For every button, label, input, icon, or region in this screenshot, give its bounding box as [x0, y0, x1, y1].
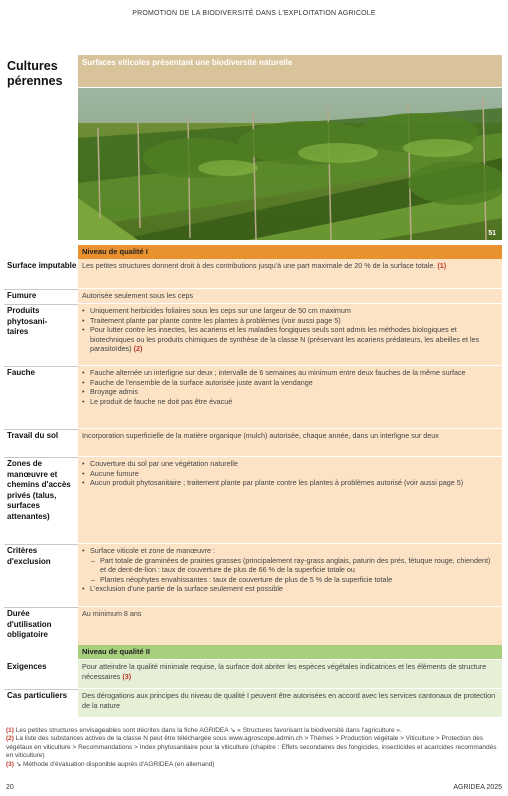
- quality-level-2-bar: [78, 645, 502, 659]
- row-fauche: [4, 366, 502, 428]
- sub-list-item: – Plantes néophytes envahissantes : taux de couverture de plus de 5 % de la superficie totale: [82, 575, 498, 585]
- quality-level-2-label: Niveau de qualité II: [82, 647, 150, 656]
- row-label: Fumure: [7, 291, 37, 300]
- row-duree-utilisation: [4, 607, 502, 645]
- footnotes: [6, 727, 502, 769]
- list-item: • Couverture du sol par une végétation naturelle: [82, 459, 498, 469]
- page-header: PROMOTION DE LA BIODIVERSITÉ DANS L'EXPLOITATION AGRICOLE: [132, 10, 376, 17]
- list-item-text: Pour lutter contre les insectes, les acariens et les maladies fongiques seuls sont admis les méthodes biologiques et biotechniques ou les produits chimiques de synthèse de la classe N (préservant les acariens prédateurs, les abeilles et les parasitoïdes): [90, 325, 480, 354]
- row-text: Au minimum 8 ans: [82, 609, 142, 618]
- row-content: [78, 660, 502, 688]
- row-criteres-exclusion: [4, 544, 502, 606]
- list-item: • Uniquement herbicides foliaires sous les ceps sur une largeur de 50 cm maximum: [82, 306, 498, 316]
- row-produits-phytosanitaires: [4, 304, 502, 365]
- list-item: [82, 325, 498, 354]
- row-fumure: [4, 289, 502, 303]
- row-label: Cas particuliers: [7, 691, 68, 700]
- row-content: [78, 457, 502, 543]
- section-title: Cultures pérennes: [7, 59, 63, 88]
- row-label: Durée d'utilisation obligatoire: [7, 609, 52, 639]
- list-item: • Fauche alternée un interligne sur deux ; intervalle de 6 semaines au minimum entre deux fauches de la même surface: [82, 368, 498, 378]
- row-content: [78, 366, 502, 428]
- row-content: [78, 544, 502, 606]
- list-item: • Broyage admis: [82, 387, 498, 397]
- footnote-number: (1): [6, 727, 14, 734]
- list-item: • Surface viticole et zone de manœuvre :: [82, 546, 498, 556]
- row-label: Exigences: [7, 662, 47, 671]
- row-text: Incorporation superficielle de la matière organique (mulch) autorisée, chaque année, dans un interligne sur deux: [82, 431, 439, 440]
- row-zones-de-manoeuvre: [4, 457, 502, 543]
- band-title: Surfaces viticoles présentant une biodiversité naturelle: [82, 58, 293, 67]
- footnote-text: La liste des substances actives de la classe N peut être téléchargée sous www.agroscope.admin.ch > Thèmes > Production végétale > Viticulture > Protection des végétaux en viticulture > Recommandations > Index phytosanitaire pour la viticulture (chapitre : Effets secondaires des fongicides, insecticides et acaricides recommandés en viticulture): [6, 735, 497, 760]
- row-content: [78, 607, 502, 645]
- row-content: [78, 689, 502, 717]
- footnote-number: (3): [6, 760, 14, 768]
- row-surface-imputable: [4, 259, 502, 288]
- footnote-ref: (2): [133, 344, 143, 354]
- vineyard-image: [78, 88, 502, 240]
- footnote-text: ↘ Méthode d'évaluation disponible auprès d'AGRIDEA (en allemand): [15, 760, 215, 768]
- footnote-ref: (3): [122, 671, 132, 681]
- footnote: [6, 735, 502, 760]
- vineyard-photo: [78, 88, 502, 240]
- quality-level-1-label: Niveau de qualité I: [82, 247, 148, 256]
- row-label: Critères d'exclusion: [7, 546, 51, 566]
- footnote: [6, 727, 502, 735]
- footer-brand: AGRIDEA 2025: [453, 784, 502, 791]
- row-text: Autorisée seulement sous les ceps: [82, 291, 194, 300]
- list-item: • Traitement plante par plante contre les plantes à problèmes (voir aussi page 5): [82, 316, 498, 326]
- row-label: Produits phytosani-taires: [7, 306, 48, 336]
- row-content: [78, 429, 502, 456]
- row-travail-du-sol: [4, 429, 502, 456]
- row-exigences: [4, 660, 502, 688]
- row-content: [78, 289, 502, 303]
- list-item: • L'exclusion d'une partie de la surface seulement est possible: [82, 584, 498, 594]
- row-content: [78, 259, 502, 288]
- list-item: • Aucun produit phytosanitaire ; traitement plante par plante contre les plantes à problèmes autorisé (voir aussi page 5): [82, 478, 498, 488]
- page-number: 20: [6, 784, 14, 791]
- photo-number: 51: [488, 230, 496, 237]
- row-label: Zones de manœuvre et chemins d'accès privés (talus, surfaces attenantes): [7, 459, 71, 521]
- row-label: Fauche: [7, 368, 36, 377]
- row-text: Les petites structures donnent droit à des contributions jusqu'à une part maximale de 20 % de la surface totale.: [82, 261, 436, 270]
- sub-list-item: – Part totale de graminées de prairies grasses (principalement ray-grass anglais, paturin des prés, fétuque rouge, chiendent) et de dent-de-lion : taux de couverture de plus de 66 % de la superficie totale ou: [82, 556, 498, 575]
- footnote: [6, 761, 502, 769]
- row-text: Pour atteindre la qualité minimale requise, la surface doit abriter les espèces végétales indicatrices et les éléments de structure nécessaires: [82, 662, 487, 681]
- row-text: Des dérogations aux principes du niveau de qualité I peuvent être autorisées en accord avec les services cantonaux de protection de la nature: [82, 691, 496, 710]
- row-label: Travail du sol: [7, 431, 59, 440]
- list-item: • Le produit de fauche ne doit pas être évacué: [82, 397, 498, 407]
- title-band: [78, 55, 502, 87]
- list-item: • Aucune fumure: [82, 469, 498, 479]
- footnote-text: Les petites structures envisageables sont décrites dans la fiche AGRIDEA ↘ « Structures favorisant la biodiversité dans l'agriculture ».: [15, 727, 402, 734]
- row-cas-particuliers: [4, 689, 502, 717]
- footnote-ref: (1): [437, 261, 447, 270]
- quality-level-1-bar: [78, 245, 502, 259]
- row-label: Surface imputable: [7, 261, 77, 270]
- list-item: • Fauche de l'ensemble de la surface autorisée juste avant la vendange: [82, 378, 498, 388]
- footnote-number: (2): [6, 735, 14, 743]
- row-content: [78, 304, 502, 365]
